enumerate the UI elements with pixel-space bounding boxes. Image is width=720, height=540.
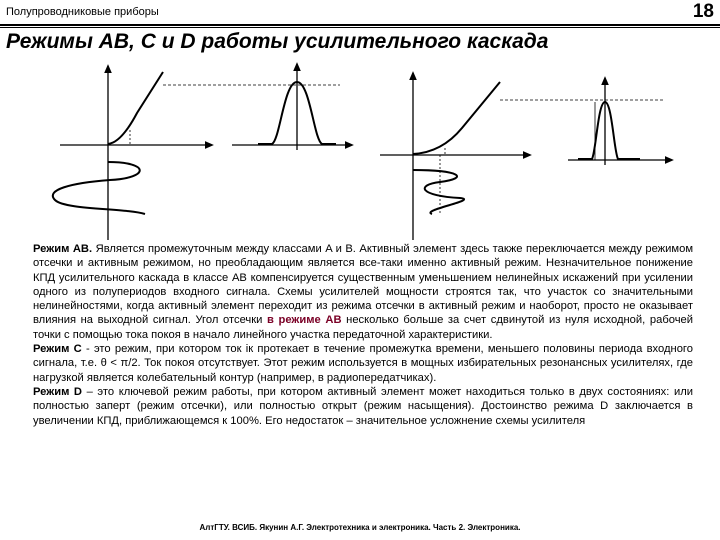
slide-title: Режимы АВ, С и D работы усилительного каскада	[6, 30, 549, 53]
mode-c-text: - это режим, при котором ток iк протекает в течение промежутка времени, меньшего половины периода входного сигнала, т.е. θ < π/2. Ток покоя отсутствует. Этот режим используется в мощных избирательных резонансных усилителях, где нагрузкой является колебательный контур (например, в радиопередатчиках).	[33, 343, 693, 384]
mode-ab-text: Является промежуточным между классами A и B. Активный элемент здесь также переключается между режимом отсечки и активным режимом, но преобладающим является все-таки именно активный режим. Незначительное понижение КПД усилительного каскада в классе АВ компенсируется существенным уменьшением нелинейных искажений при усилении одного из полупериодов входного сигнала. Схемы усилителей мощности строятся так, что участок со значительными нелинейностями, когда активный элемент переходит из режима отсечки в активный режим и наоборот, просто не оказывает влияния на выходной сигнал. Угол отсечки	[33, 243, 694, 327]
mode-ab-name: Режим АВ.	[33, 243, 93, 255]
mode-d-text: – это ключевой режим работы, при котором активный элемент может находиться только в двух состояниях: или полностью заперт (режим отсечки), или полностью открыт (режим насыщения). Достоинство режима D заключается в увеличении КПД, приближающемся к 100%. Его недостаток – значительное усложнение схемы усилителя	[33, 385, 693, 427]
mode-d-name: Режим D	[33, 385, 83, 398]
body-text	[33, 242, 693, 428]
transfer-characteristic-left	[53, 68, 210, 240]
footer: АлтГТУ. ВСИБ. Якунин А.Г. Электротехника и электроника. Часть 2. Электроника.	[199, 523, 521, 532]
output-pulse-right	[500, 80, 670, 165]
header-label: Полупроводниковые приборы	[6, 6, 159, 18]
operating-mode-diagrams	[0, 60, 720, 240]
mode-ab-highlight: в режиме АВ	[267, 314, 342, 327]
mode-ab-text-after: несколько больше за счет сдвинутой из нуля исходной, рабочей точки с помощью тока покоя в начало линейного участка передаточной характеристики.	[33, 314, 693, 341]
output-pulse-left	[163, 66, 350, 150]
header-rule	[0, 24, 720, 26]
header-rule-thin	[0, 27, 720, 28]
paragraph-mode-d	[33, 385, 693, 428]
paragraph-mode-c	[33, 342, 693, 385]
paragraph-mode-ab	[33, 242, 693, 342]
page-number: 18	[692, 1, 714, 22]
mode-c-name: Режим С	[33, 343, 82, 356]
